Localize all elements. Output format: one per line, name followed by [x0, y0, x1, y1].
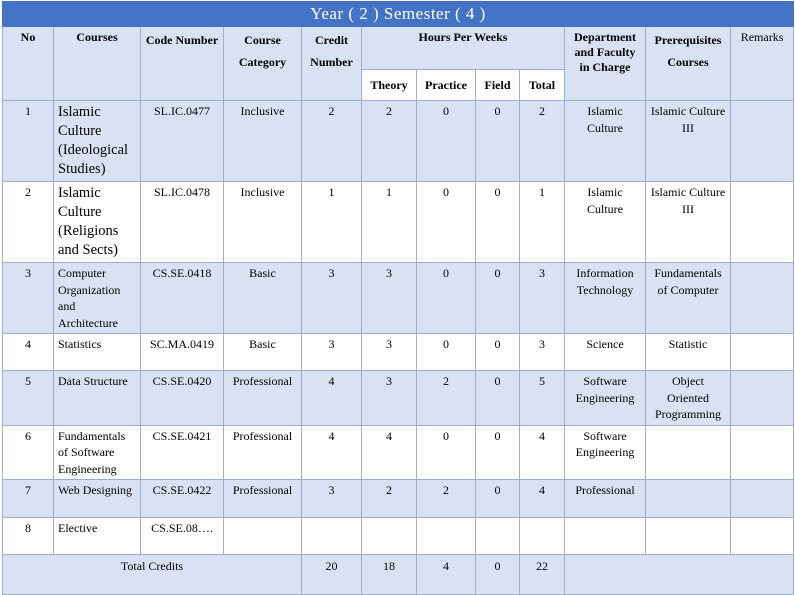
cell-prerequisites [646, 480, 731, 518]
cell-code: CS.SE.08…. [141, 518, 224, 555]
cell-practice: 0 [417, 263, 476, 334]
cell-remarks [731, 334, 794, 371]
cell-department: Software Engineering [565, 425, 646, 480]
header-no: No [3, 27, 54, 101]
cell-practice: 0 [417, 334, 476, 371]
header-prerequisites: Prerequisites Courses [646, 27, 731, 101]
cell-remarks [731, 182, 794, 263]
header-practice: Practice [417, 70, 476, 101]
cell-remarks [731, 263, 794, 334]
cell-practice [417, 518, 476, 555]
cell-course: Elective [54, 518, 141, 555]
cell-category: Basic [224, 263, 302, 334]
cell-total: 4 [520, 425, 565, 480]
header-field: Field [476, 70, 520, 101]
cell-no: 7 [3, 480, 54, 518]
total-practice: 4 [417, 555, 476, 595]
cell-theory: 3 [362, 371, 417, 426]
header-row [3, 27, 794, 70]
table-row [3, 480, 794, 518]
cell-category: Basic [224, 334, 302, 371]
cell-department: Professional [565, 480, 646, 518]
cell-category: Inclusive [224, 101, 302, 182]
cell-credit: 3 [302, 263, 362, 334]
total-empty-cell [565, 555, 794, 595]
header-theory: Theory [362, 70, 417, 101]
cell-no: 8 [3, 518, 54, 555]
cell-department: Information Technology [565, 263, 646, 334]
cell-theory: 4 [362, 425, 417, 480]
table-row [3, 371, 794, 426]
cell-practice: 0 [417, 425, 476, 480]
table-row [3, 101, 794, 182]
table-row [3, 518, 794, 555]
cell-category: Professional [224, 425, 302, 480]
cell-remarks [731, 425, 794, 480]
cell-theory: 3 [362, 263, 417, 334]
cell-field: 0 [476, 101, 520, 182]
cell-prerequisites: Islamic Culture III [646, 101, 731, 182]
cell-theory [362, 518, 417, 555]
header-courses: Courses [54, 27, 141, 101]
cell-credit [302, 518, 362, 555]
cell-credit: 2 [302, 101, 362, 182]
cell-theory: 3 [362, 334, 417, 371]
header-department: Department and Faculty in Charge [565, 27, 646, 101]
cell-practice: 2 [417, 480, 476, 518]
cell-total: 2 [520, 101, 565, 182]
cell-course: Data Structure [54, 371, 141, 426]
cell-code: CS.SE.0418 [141, 263, 224, 334]
cell-prerequisites [646, 518, 731, 555]
cell-remarks [731, 101, 794, 182]
cell-field: 0 [476, 263, 520, 334]
cell-prerequisites: Fundamentals of Computer [646, 263, 731, 334]
cell-theory: 2 [362, 480, 417, 518]
cell-prerequisites: Statistic [646, 334, 731, 371]
cell-field: 0 [476, 371, 520, 426]
header-hours-per-weeks: Hours Per Weeks [362, 27, 565, 70]
table-row [3, 425, 794, 480]
page-title: Year ( 2 ) Semester ( 4 ) [3, 2, 794, 27]
cell-course: Islamic Culture (Ideological Studies) [54, 101, 141, 182]
cell-credit: 4 [302, 425, 362, 480]
cell-field: 0 [476, 425, 520, 480]
cell-no: 5 [3, 371, 54, 426]
table-row [3, 182, 794, 263]
cell-course: Statistics [54, 334, 141, 371]
cell-category [224, 518, 302, 555]
cell-practice: 0 [417, 182, 476, 263]
cell-course: Fundamentals of Software Engineering [54, 425, 141, 480]
cell-no: 1 [3, 101, 54, 182]
cell-total: 3 [520, 263, 565, 334]
cell-category: Inclusive [224, 182, 302, 263]
cell-field: 0 [476, 480, 520, 518]
cell-code: CS.SE.0422 [141, 480, 224, 518]
cell-practice: 0 [417, 101, 476, 182]
cell-remarks [731, 371, 794, 426]
cell-remarks [731, 518, 794, 555]
title-row [3, 2, 794, 27]
cell-total: 1 [520, 182, 565, 263]
cell-credit: 1 [302, 182, 362, 263]
cell-course: Computer Organization and Architecture [54, 263, 141, 334]
cell-code: CS.SE.0420 [141, 371, 224, 426]
cell-no: 2 [3, 182, 54, 263]
cell-department: Software Engineering [565, 371, 646, 426]
cell-category: Professional [224, 480, 302, 518]
header-credit-number: Credit Number [302, 27, 362, 101]
cell-total [520, 518, 565, 555]
cell-total: 3 [520, 334, 565, 371]
cell-prerequisites [646, 425, 731, 480]
cell-department: Islamic Culture [565, 182, 646, 263]
cell-field: 0 [476, 182, 520, 263]
header-total: Total [520, 70, 565, 101]
cell-total: 4 [520, 480, 565, 518]
table-row [3, 263, 794, 334]
cell-credit: 3 [302, 480, 362, 518]
header-remarks: Remarks [731, 27, 794, 101]
header-code-number: Code Number [141, 27, 224, 101]
total-theory: 18 [362, 555, 417, 595]
cell-course: Islamic Culture (Religions and Sects) [54, 182, 141, 263]
course-plan-document [2, 1, 793, 595]
cell-theory: 2 [362, 101, 417, 182]
cell-field [476, 518, 520, 555]
cell-credit: 3 [302, 334, 362, 371]
cell-code: CS.SE.0421 [141, 425, 224, 480]
header-course-category: Course Category [224, 27, 302, 101]
cell-no: 3 [3, 263, 54, 334]
cell-code: SL.IC.0477 [141, 101, 224, 182]
cell-department: Islamic Culture [565, 101, 646, 182]
cell-credit: 4 [302, 371, 362, 426]
cell-category: Professional [224, 371, 302, 426]
cell-no: 6 [3, 425, 54, 480]
cell-no: 4 [3, 334, 54, 371]
total-credits-row [3, 555, 794, 595]
cell-practice: 2 [417, 371, 476, 426]
cell-code: SL.IC.0478 [141, 182, 224, 263]
cell-theory: 1 [362, 182, 417, 263]
cell-field: 0 [476, 334, 520, 371]
cell-prerequisites: Object Oriented Programming [646, 371, 731, 426]
cell-course: Web Designing [54, 480, 141, 518]
table-row [3, 334, 794, 371]
total-credit: 20 [302, 555, 362, 595]
total-credits-label: Total Credits [3, 555, 302, 595]
cell-department: Science [565, 334, 646, 371]
cell-total: 5 [520, 371, 565, 426]
cell-remarks [731, 480, 794, 518]
total-field: 0 [476, 555, 520, 595]
cell-department [565, 518, 646, 555]
course-plan-table [2, 1, 794, 595]
total-hours: 22 [520, 555, 565, 595]
cell-prerequisites: Islamic Culture III [646, 182, 731, 263]
cell-code: SC.MA.0419 [141, 334, 224, 371]
